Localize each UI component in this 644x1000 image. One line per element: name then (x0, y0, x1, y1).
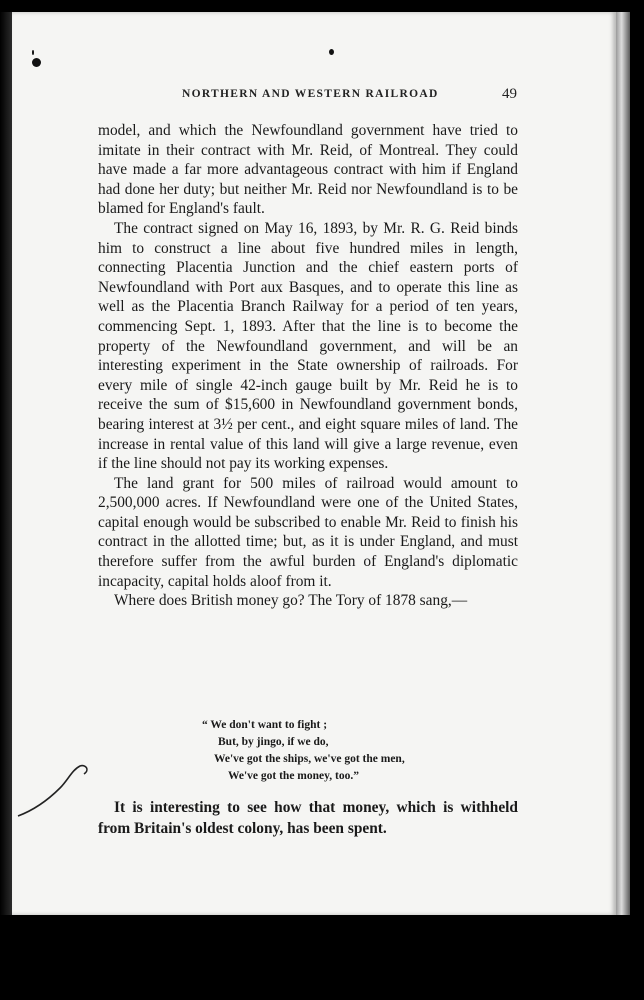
closing-paragraph: It is interesting to see how that money, which is withheld from Britain's oldest colony, has been spent. (98, 799, 518, 837)
ink-speck (32, 50, 34, 55)
verse-line: We've got the money, too.” (228, 770, 359, 782)
paragraph: Where does British money go? The Tory of 1878 sang,— (114, 592, 468, 610)
book-page (12, 12, 616, 915)
pencil-mark (14, 760, 94, 820)
paragraph: The land grant for 500 miles of railroad would amount to 2,500,000 acres. If Newfoundland were one of the United States, capital enough would be subscribed to enable Mr. Reid to finish his contract in the allotted time; but, as it is under England, and must therefore suffer from the awful burden of England's diplomatic incapacity, capital holds aloof from it. (98, 474, 518, 590)
verse-line: “ We don't want to fight ; (202, 719, 328, 731)
paragraph: The contract signed on May 16, 1893, by Mr. R. G. Reid binds him to construct a line about five hundred miles in length, connecting Placentia Junction and the chief eastern ports of Newfoundland with Port aux Basques, and to operate this line as well as the Placentia Branch Railway for a period of ten years, commencing Sept. 1, 1893. After that the line is to become the property of the Newfoundland government, and will be an interesting experiment in the State ownership of railroads. For every mile of single 42-inch gauge built by Mr. Reid he is to receive the sum of $15,600 in Newfoundland government bonds, bearing interest at 3½ per cent., and eight square miles of land. The increase in rental value of this land will give a large revenue, even if the line should not pay its working expenses. (98, 219, 518, 473)
page-header (12, 82, 616, 106)
verse-line: But, by jingo, if we do, (218, 736, 329, 748)
body-text (98, 121, 518, 611)
verse-line: We've got the ships, we've got the men, (214, 753, 405, 765)
page-number: 49 (502, 86, 517, 102)
paragraph: model, and which the Newfoundland government have tried to imitate in their contract with Mr. Reid, of Montreal. They could have made a far more advantageous contract with him if England had done her duty; but neither Mr. Reid nor Newfoundland is to be blamed for England's fault. (98, 122, 518, 218)
verse-quote (202, 717, 502, 785)
running-head: NORTHERN AND WESTERN RAILROAD (182, 88, 439, 100)
ink-speck (329, 49, 334, 55)
page-edge-shadow (616, 12, 630, 915)
ink-speck (32, 58, 41, 67)
scan-left-edge (0, 12, 12, 915)
